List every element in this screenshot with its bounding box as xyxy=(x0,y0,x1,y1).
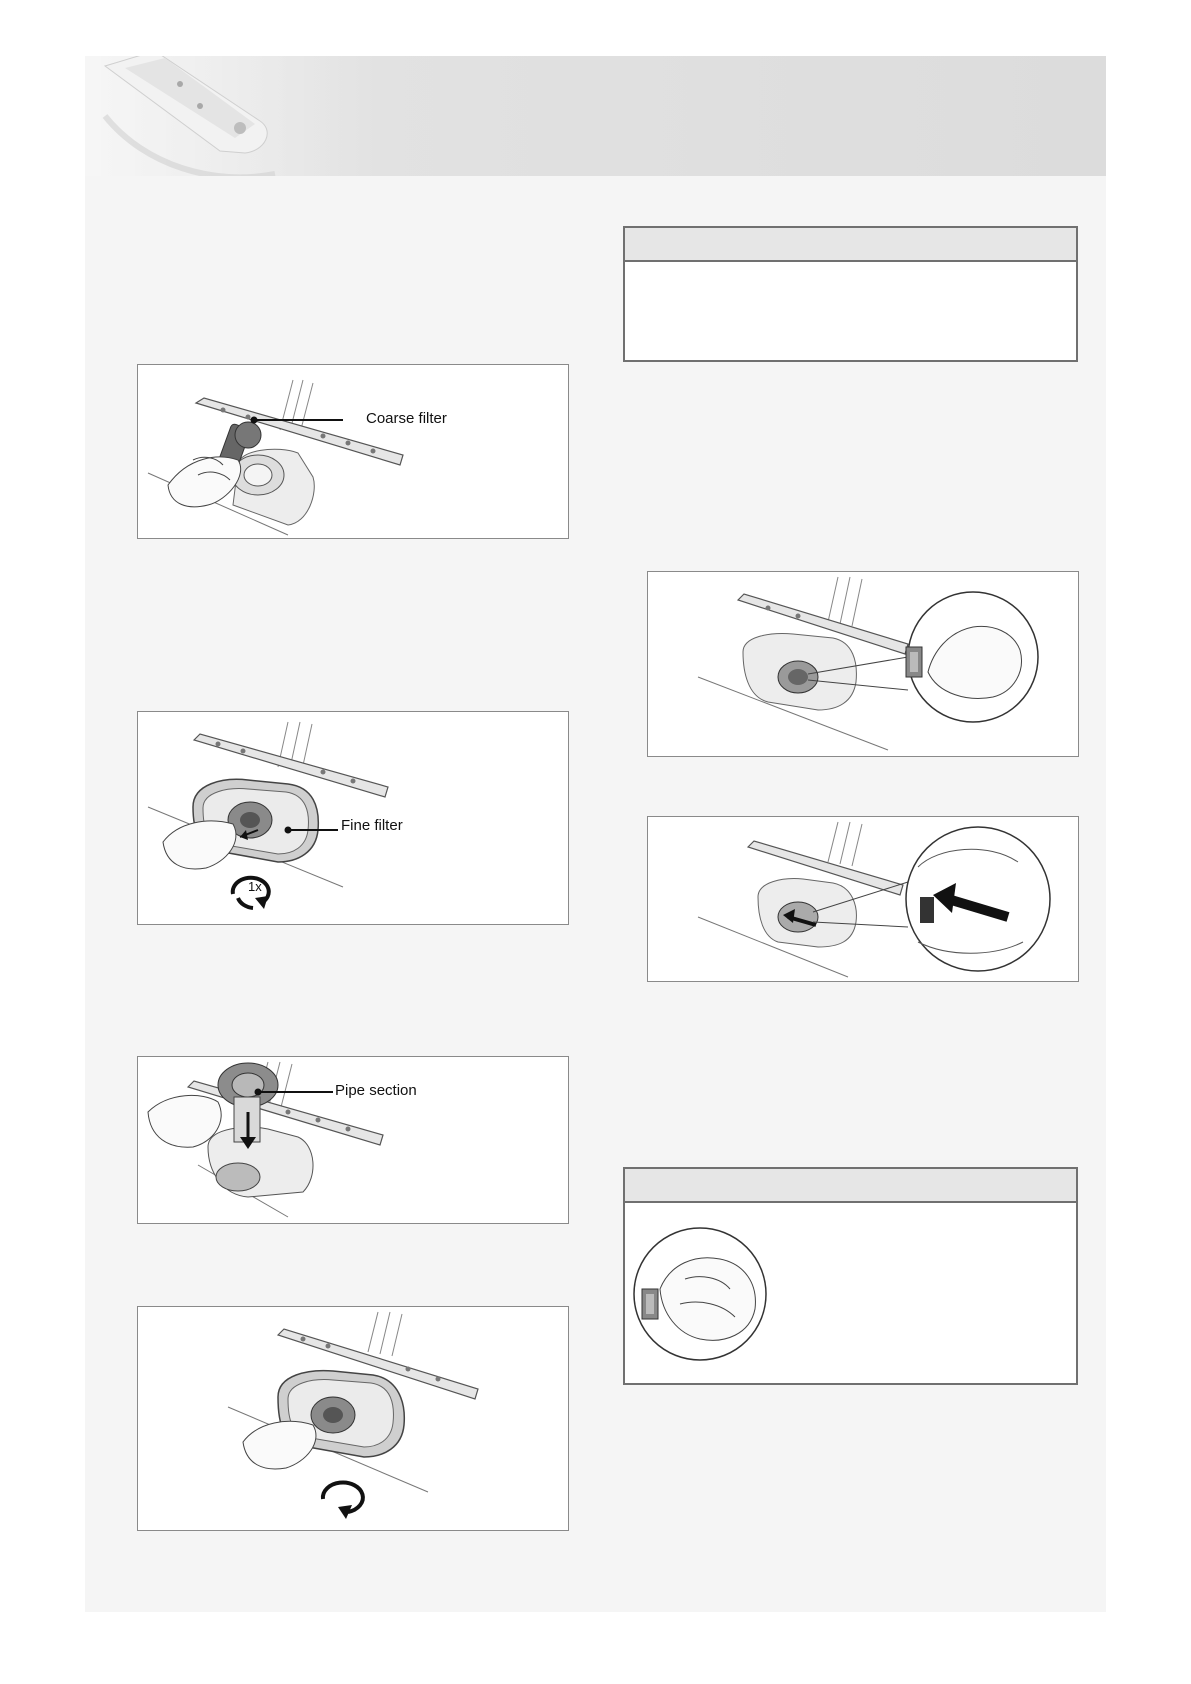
spray-arm-header-image xyxy=(85,56,1106,176)
fine-filter-label: Fine filter xyxy=(341,817,403,834)
pipe-section-label: Pipe section xyxy=(335,1082,417,1099)
note-box-top xyxy=(623,226,1078,362)
figure-pipe-section xyxy=(137,1056,569,1224)
figure-reinsert-filter xyxy=(137,1306,569,1531)
note-box-header xyxy=(625,1169,1076,1203)
figure-fine-filter xyxy=(137,711,569,925)
figure-coarse-filter xyxy=(137,364,569,539)
rotate-arrow-icon xyxy=(323,1482,363,1519)
figure-push-tab xyxy=(647,816,1079,982)
coarse-filter-label: Coarse filter xyxy=(366,410,447,427)
tab-detail-image xyxy=(630,1219,770,1369)
note-box-header xyxy=(625,228,1076,262)
note-box-bottom xyxy=(623,1167,1078,1385)
header-band xyxy=(85,56,1106,176)
figure-release-tab xyxy=(647,571,1079,757)
rotate-count-label: 1x xyxy=(248,879,262,894)
